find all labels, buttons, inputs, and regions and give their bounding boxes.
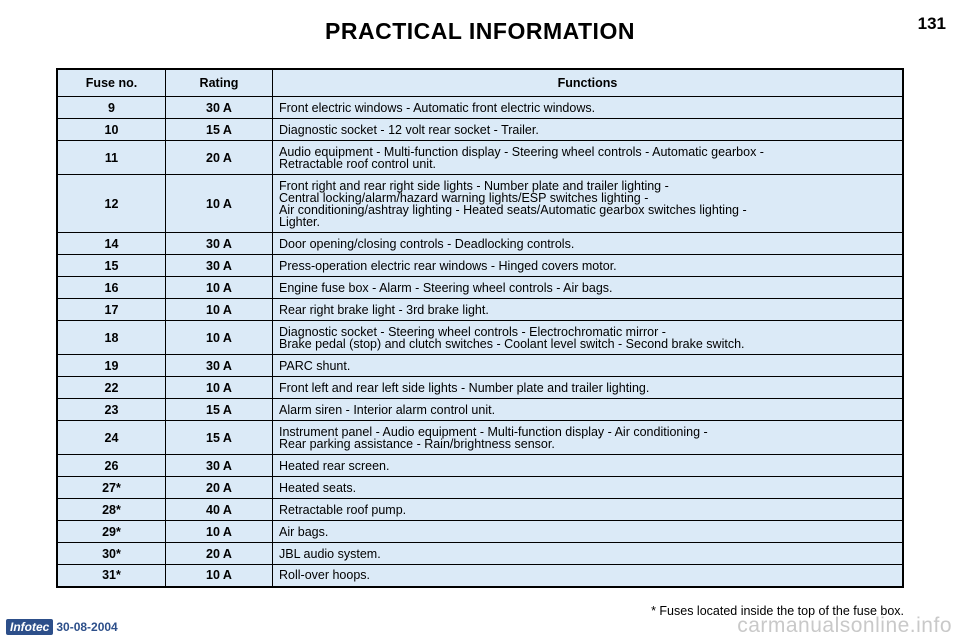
- table-row: [57, 355, 903, 377]
- rating-cell: 40 A: [166, 499, 273, 521]
- function-line: JBL audio system.: [279, 546, 381, 561]
- function-line: Audio equipment - Multi-function display - Steering wheel controls - Automatic gearbox -: [279, 144, 764, 159]
- infotec-logo: Infotec: [6, 619, 53, 635]
- fuse-number-cell: 15: [57, 255, 166, 277]
- function-line: Roll-over hoops.: [279, 568, 371, 583]
- watermark: carmanualsonline.info: [737, 614, 952, 637]
- fuse-number-cell: 11: [57, 141, 166, 175]
- function-line: Retractable roof control unit.: [279, 156, 437, 171]
- function-line: Retractable roof pump.: [279, 502, 407, 517]
- fuse-number-cell: 28*: [57, 499, 166, 521]
- functions-cell: [273, 141, 904, 175]
- rating-cell: 10 A: [166, 377, 273, 399]
- functions-cell: [273, 97, 904, 119]
- fuse-number-cell: 22: [57, 377, 166, 399]
- functions-cell: [273, 299, 904, 321]
- header-rating: Rating: [166, 69, 273, 97]
- functions-cell: [273, 277, 904, 299]
- fuse-number-cell: 12: [57, 175, 166, 233]
- function-line: Brake pedal (stop) and clutch switches - Coolant level switch - Second brake switch.: [279, 336, 745, 351]
- rating-cell: 10 A: [166, 299, 273, 321]
- fuse-number-cell: 16: [57, 277, 166, 299]
- function-line: Air conditioning/ashtray lighting - Heated seats/Automatic gearbox switches lighting -: [279, 202, 747, 217]
- table-row: [57, 499, 903, 521]
- function-line: Alarm siren - Interior alarm control unit.: [279, 402, 496, 417]
- functions-cell: [273, 521, 904, 543]
- functions-cell: [273, 119, 904, 141]
- functions-cell: [273, 477, 904, 499]
- functions-cell: [273, 233, 904, 255]
- rating-cell: 15 A: [166, 119, 273, 141]
- function-line: Door opening/closing controls - Deadlocking controls.: [279, 236, 575, 251]
- fuse-number-cell: 31*: [57, 565, 166, 587]
- fuse-number-cell: 19: [57, 355, 166, 377]
- function-line: Press-operation electric rear windows - Hinged covers motor.: [279, 258, 617, 273]
- fuse-number-cell: 10: [57, 119, 166, 141]
- table-row: [57, 119, 903, 141]
- function-line: Rear right brake light - 3rd brake light.: [279, 302, 489, 317]
- functions-cell: [273, 421, 904, 455]
- function-line: Heated rear screen.: [279, 458, 390, 473]
- functions-cell: [273, 565, 904, 587]
- function-line: Engine fuse box - Alarm - Steering wheel controls - Air bags.: [279, 280, 613, 295]
- fuse-number-cell: 30*: [57, 543, 166, 565]
- function-line: Diagnostic socket - Steering wheel controls - Electrochromatic mirror -: [279, 324, 666, 339]
- footer-date: 30-08-2004: [56, 620, 118, 634]
- rating-cell: 30 A: [166, 97, 273, 119]
- fuse-table: [56, 68, 904, 588]
- table-row: [57, 97, 903, 119]
- function-line: Instrument panel - Audio equipment - Multi-function display - Air conditioning -: [279, 424, 708, 439]
- footnote: * Fuses located inside the top of the fuse box.: [651, 604, 904, 618]
- table-row: [57, 299, 903, 321]
- function-line: Lighter.: [279, 214, 321, 229]
- functions-cell: [273, 377, 904, 399]
- table-row: [57, 255, 903, 277]
- table-row: [57, 421, 903, 455]
- table-row: [57, 141, 903, 175]
- rating-cell: 10 A: [166, 321, 273, 355]
- header-fuse-no: Fuse no.: [57, 69, 166, 97]
- function-line: Central locking/alarm/hazard warning lights/ESP switches lighting -: [279, 190, 649, 205]
- functions-cell: [273, 543, 904, 565]
- rating-cell: 30 A: [166, 233, 273, 255]
- table-row: [57, 399, 903, 421]
- footer: [6, 619, 118, 635]
- page-number: 131: [917, 14, 946, 33]
- rating-cell: 20 A: [166, 477, 273, 499]
- function-line: Heated seats.: [279, 480, 357, 495]
- table-row: [57, 321, 903, 355]
- function-line: Front left and rear left side lights - Number plate and trailer lighting.: [279, 380, 650, 395]
- fuse-number-cell: 24: [57, 421, 166, 455]
- table-row: [57, 521, 903, 543]
- table-row: [57, 565, 903, 587]
- fuse-number-cell: 26: [57, 455, 166, 477]
- function-line: Front electric windows - Automatic front electric windows.: [279, 100, 596, 115]
- rating-cell: 30 A: [166, 355, 273, 377]
- functions-cell: [273, 255, 904, 277]
- functions-cell: [273, 355, 904, 377]
- table-row: [57, 277, 903, 299]
- functions-cell: [273, 399, 904, 421]
- functions-cell: [273, 499, 904, 521]
- function-line: PARC shunt.: [279, 358, 351, 373]
- fuse-number-cell: 14: [57, 233, 166, 255]
- table-row: [57, 543, 903, 565]
- page-title: PRACTICAL INFORMATION: [325, 18, 635, 44]
- functions-cell: [273, 321, 904, 355]
- table-header-row: [57, 69, 903, 97]
- function-line: Rear parking assistance - Rain/brightness sensor.: [279, 436, 555, 451]
- rating-cell: 10 A: [166, 175, 273, 233]
- table-row: [57, 477, 903, 499]
- rating-cell: 15 A: [166, 399, 273, 421]
- rating-cell: 20 A: [166, 543, 273, 565]
- function-line: Diagnostic socket - 12 volt rear socket - Trailer.: [279, 122, 539, 137]
- fuse-number-cell: 29*: [57, 521, 166, 543]
- rating-cell: 20 A: [166, 141, 273, 175]
- fuse-number-cell: 9: [57, 97, 166, 119]
- fuse-number-cell: 17: [57, 299, 166, 321]
- header-functions: Functions: [273, 69, 904, 97]
- table-row: [57, 377, 903, 399]
- fuse-number-cell: 23: [57, 399, 166, 421]
- rating-cell: 30 A: [166, 455, 273, 477]
- table-row: [57, 233, 903, 255]
- rating-cell: 15 A: [166, 421, 273, 455]
- fuse-number-cell: 18: [57, 321, 166, 355]
- table-row: [57, 455, 903, 477]
- fuse-number-cell: 27*: [57, 477, 166, 499]
- rating-cell: 30 A: [166, 255, 273, 277]
- rating-cell: 10 A: [166, 565, 273, 587]
- rating-cell: 10 A: [166, 521, 273, 543]
- rating-cell: 10 A: [166, 277, 273, 299]
- functions-cell: [273, 455, 904, 477]
- function-line: Air bags.: [279, 524, 329, 539]
- table-body: [57, 97, 903, 587]
- functions-cell: [273, 175, 904, 233]
- table-row: [57, 175, 903, 233]
- function-line: Front right and rear right side lights - Number plate and trailer lighting -: [279, 178, 669, 193]
